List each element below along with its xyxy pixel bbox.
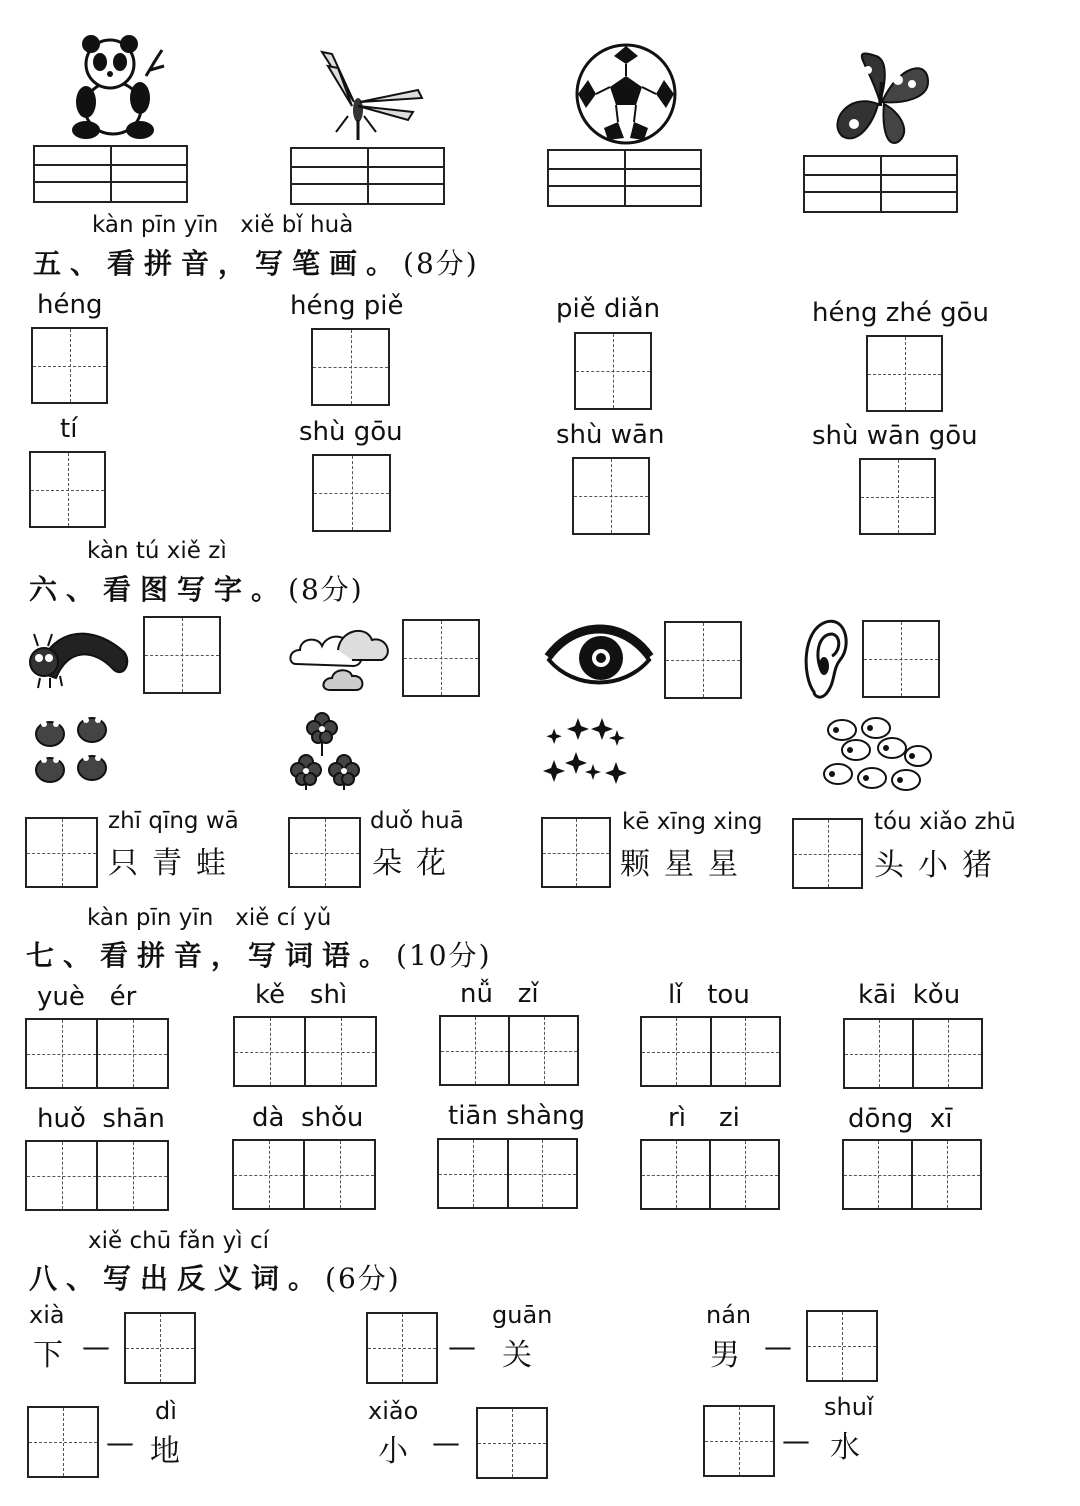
stroke-box[interactable] (29, 451, 106, 528)
section-pinyin: kàn pīn yīn xiě cí yǔ (87, 905, 332, 931)
measure-word-box[interactable] (541, 817, 611, 888)
pinyin-grid[interactable] (33, 145, 188, 203)
antonym-dash: — (764, 1330, 792, 1363)
word-box[interactable] (640, 1139, 780, 1210)
pinyin-grid[interactable] (547, 149, 702, 207)
word-box[interactable] (842, 1139, 982, 1210)
antonym-box[interactable] (27, 1406, 99, 1478)
pinyin-grid[interactable] (290, 147, 445, 205)
stroke-label: tí (60, 414, 78, 444)
stroke-box[interactable] (311, 328, 390, 406)
antonym-box[interactable] (806, 1310, 878, 1382)
antonym-hanzi: 关 (502, 1338, 546, 1373)
antonym-box[interactable] (476, 1407, 548, 1479)
stroke-box[interactable] (572, 457, 650, 535)
phrase-pinyin: kē xīng xing (622, 809, 763, 835)
section-title: 五、看拼音，写笔画。(8分) (33, 247, 479, 280)
stroke-box[interactable] (859, 458, 936, 535)
stroke-label: shù wān gōu (812, 421, 978, 451)
stroke-label: shù gōu (299, 417, 403, 447)
antonym-dash: — (432, 1426, 460, 1459)
phrase-hanzi: 朵花 (372, 846, 460, 881)
word-pinyin: tiān shàng (448, 1101, 586, 1131)
stroke-label: piě diǎn (556, 294, 661, 324)
panda-icon (58, 36, 168, 141)
section-title: 七、看拼音，写词语。(10分) (26, 939, 492, 972)
section-score: (10分) (396, 939, 492, 972)
word-pinyin: yuè ér (37, 982, 137, 1012)
stroke-box[interactable] (574, 332, 652, 410)
phrase-pinyin: tóu xiǎo zhū (874, 809, 1016, 835)
antonym-box[interactable] (366, 1312, 438, 1384)
football-icon (574, 42, 678, 146)
section-score: (6分) (325, 1262, 401, 1295)
antonym-box[interactable] (703, 1405, 775, 1477)
word-box[interactable] (439, 1015, 579, 1086)
section-title: 六、看图写字。(8分) (29, 573, 364, 606)
antonym-pinyin: guān (492, 1301, 553, 1329)
word-pinyin: lǐ tou (668, 980, 750, 1010)
word-pinyin: kāi kǒu (858, 980, 961, 1010)
antonym-hanzi: 小 (378, 1434, 422, 1469)
stroke-label: héng piě (290, 291, 404, 321)
section-score: (8分) (288, 573, 364, 606)
picture-char-box[interactable] (862, 620, 940, 698)
frogs-icon (30, 712, 114, 788)
word-pinyin: nǚ zǐ (460, 979, 539, 1009)
section-pinyin: kàn pīn yīn xiě bǐ huà (92, 212, 354, 238)
measure-word-box[interactable] (792, 818, 863, 889)
word-box[interactable] (232, 1139, 376, 1210)
phrase-pinyin: zhī qīng wā (108, 808, 239, 834)
section-title: 八、写出反义词。(6分) (29, 1262, 401, 1295)
antonym-hanzi: 下 (33, 1338, 77, 1373)
antonym-pinyin: dì (155, 1397, 177, 1425)
antonym-dash: — (82, 1330, 110, 1363)
picture-char-box[interactable] (664, 621, 742, 699)
stroke-label: shù wān (556, 420, 665, 450)
dragonfly-icon (318, 50, 423, 140)
phrase-hanzi: 只青蛙 (108, 846, 240, 881)
word-box[interactable] (233, 1016, 377, 1087)
pigs-icon (822, 716, 934, 794)
word-box[interactable] (843, 1018, 983, 1089)
ear-icon (800, 616, 852, 700)
word-box[interactable] (437, 1138, 578, 1209)
stroke-box[interactable] (31, 327, 108, 404)
antonym-pinyin: shuǐ (824, 1393, 874, 1421)
caterpillar-icon (28, 622, 132, 690)
section-pinyin: kàn tú xiě zì (87, 538, 227, 564)
measure-word-box[interactable] (25, 817, 98, 888)
word-box[interactable] (640, 1016, 781, 1087)
pinyin-grid[interactable] (803, 155, 958, 213)
antonym-hanzi: 水 (830, 1430, 874, 1465)
word-pinyin: dōng xī (848, 1104, 953, 1134)
cloud-icon (288, 620, 394, 694)
word-box[interactable] (25, 1018, 169, 1089)
antonym-pinyin: xià (29, 1301, 65, 1329)
phrase-hanzi: 头小猪 (874, 848, 1006, 883)
picture-char-box[interactable] (402, 619, 480, 697)
antonym-hanzi: 地 (150, 1434, 194, 1469)
phrase-hanzi: 颗星星 (620, 847, 752, 882)
antonym-dash: — (106, 1426, 134, 1459)
section-pinyin: xiě chū fǎn yì cí (88, 1228, 270, 1254)
stars-icon (545, 716, 627, 788)
word-box[interactable] (25, 1140, 169, 1211)
antonym-pinyin: nán (706, 1301, 752, 1329)
antonym-pinyin: xiǎo (368, 1397, 419, 1425)
phrase-pinyin: duǒ huā (370, 808, 464, 834)
stroke-box[interactable] (866, 335, 943, 412)
antonym-box[interactable] (124, 1312, 196, 1384)
stroke-box[interactable] (312, 454, 391, 532)
antonym-dash: — (448, 1330, 476, 1363)
eye-icon (545, 628, 653, 690)
picture-char-box[interactable] (143, 616, 221, 694)
word-pinyin: kě shì (255, 980, 348, 1010)
stroke-label: héng zhé gōu (812, 298, 989, 328)
section-score: (8分) (403, 247, 479, 280)
butterfly-icon (828, 52, 930, 147)
measure-word-box[interactable] (288, 817, 361, 888)
flowers-icon (288, 710, 366, 794)
antonym-dash: — (782, 1424, 810, 1457)
word-pinyin: dà shǒu (252, 1103, 364, 1133)
antonym-hanzi: 男 (710, 1338, 754, 1373)
stroke-label: héng (37, 290, 103, 320)
word-pinyin: rì zi (668, 1103, 740, 1133)
word-pinyin: huǒ shān (37, 1104, 165, 1134)
